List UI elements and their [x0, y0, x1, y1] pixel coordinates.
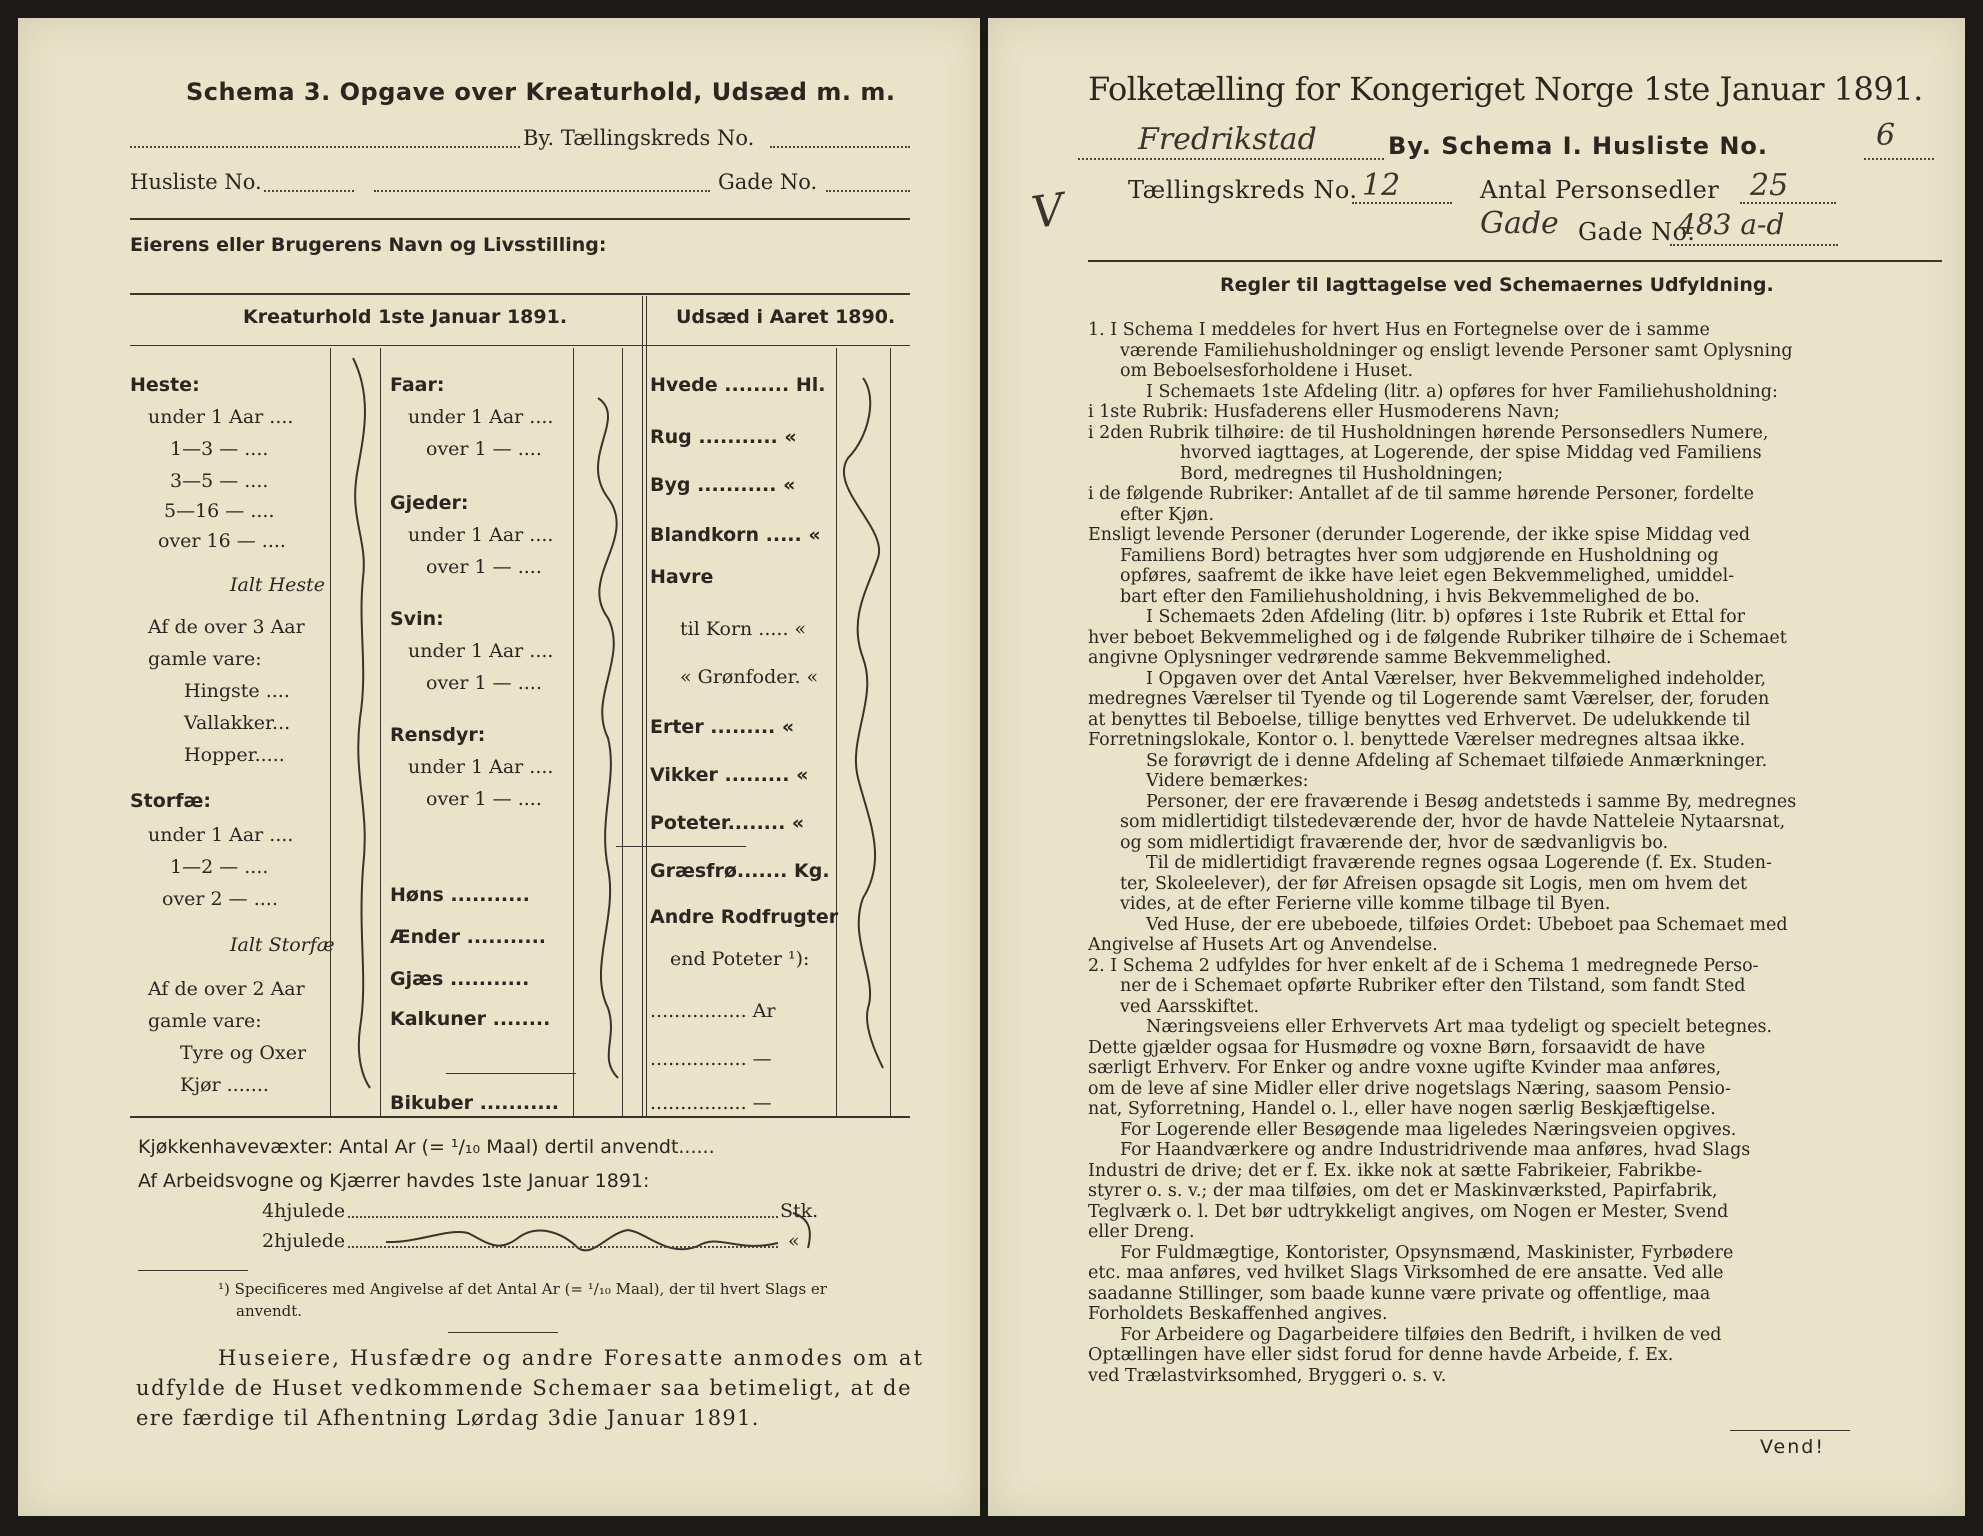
- rule-line: Optællingen have eller sidst forud for denne havde Arbeide, f. Ex.: [1088, 1345, 1674, 1365]
- col3-row: « Grønfoder. «: [680, 666, 819, 688]
- rule-line: og som midlertidigt fraværende der, hvor de sædvanligvis bo.: [1120, 832, 1669, 853]
- rule-line: Bord, medregnes til Husholdningen;: [1180, 463, 1504, 484]
- rules-text: [1088, 320, 1948, 1386]
- rule-line: etc. maa anføres, ved hvilket Slags Virksomhed de ere ansatte. Ved alle: [1088, 1263, 1724, 1283]
- rule-line: i 2den Rubrik tilhøire: de til Husholdningen hørende Personsedlers Numere,: [1088, 422, 1769, 443]
- rule-line: Næringsveiens eller Erhvervets Art maa tydeligt og specielt betegnes.: [1146, 1017, 1773, 1037]
- col2-row: under 1 Aar ....: [408, 406, 554, 428]
- col3-row: Poteter........ «: [650, 812, 805, 834]
- vend-rule: [1730, 1430, 1850, 1431]
- footnote-line-2: anvendt.: [236, 1302, 303, 1320]
- rule-line: ved Trælastvirksomhed, Bryggeri o. s. v.: [1088, 1365, 1447, 1386]
- col3-row: Byg ........... «: [650, 474, 796, 496]
- col2-row: Kalkuner ........: [390, 1008, 551, 1030]
- rule-line: om de leve af sine Midler eller drive nogetslags Næring, saasom Pensio-: [1088, 1078, 1731, 1099]
- rule-line: Familiens Bord) betragtes hver som udgjørende en Husholdning og: [1120, 545, 1719, 566]
- col1-row: Storfæ:: [130, 790, 211, 812]
- rule-line: For Haandværkere og andre Industridrivende maa anføres, hvad Slags: [1120, 1140, 1751, 1160]
- kjokken-line: Kjøkkenhavevæxter: Antal Ar (= ¹/₁₀ Maal) dertil anvendt......: [138, 1136, 715, 1158]
- col1-row: 1—3 — ....: [170, 438, 269, 460]
- gade-handwritten: Gade: [1480, 206, 1559, 241]
- rule-line: Til de midlertidigt fraværende regnes ogsaa Logerende (f. Ex. Studen-: [1146, 853, 1772, 873]
- udsaed-header: Udsæd i Aaret 1890.: [676, 306, 896, 328]
- col1-row: 3—5 — ....: [170, 470, 269, 492]
- col3-row: Rug ........... «: [650, 426, 797, 448]
- col2-row: Svin:: [390, 608, 444, 630]
- rule-line: 1. I Schema I meddeles for hvert Hus en Fortegnelse over de i samme: [1088, 320, 1710, 340]
- vend-label: Vend!: [1760, 1436, 1825, 1458]
- rule-line: Videre bemærkes:: [1146, 771, 1309, 791]
- antal-label: Antal Personsedler: [1480, 176, 1720, 204]
- col1-row: 1—2 — ....: [170, 856, 269, 878]
- col1-row: gamle vare:: [148, 1010, 262, 1032]
- col3-row: ................ Ar: [650, 1000, 776, 1022]
- col1-row: Ialt Storfæ: [230, 934, 335, 956]
- rule-line: efter Kjøn.: [1120, 504, 1215, 525]
- rule-line: opføres, saafremt de ikke have leiet egen Bekvemmelighed, umiddel-: [1120, 566, 1735, 586]
- col1-row: Hingste ....: [184, 680, 290, 702]
- col3-row: Vikker ......... «: [650, 764, 809, 786]
- rule-line: Dette gjælder ogsaa for Husmødre og voxne Børn, forsaavidt de have: [1088, 1037, 1706, 1058]
- rule-line: ner de i Schemaet opførte Rubriker efter den Tilstand, som fandt Sted: [1120, 976, 1746, 996]
- col2-row: Faar:: [390, 374, 445, 396]
- col3-row: ................ —: [650, 1048, 772, 1070]
- rule-line: saadanne Stillinger, som baade kunne være private og offentlige, maa: [1088, 1283, 1711, 1304]
- rule-line: særligt Erhverv. For Enker og andre voxne ugifte Kvinder maa anføres,: [1088, 1058, 1722, 1078]
- col2-row: under 1 Aar ....: [408, 524, 554, 546]
- rule-line: eller Dreng.: [1088, 1222, 1195, 1242]
- col2-row: Gjæs ...........: [390, 968, 530, 990]
- rule-line: Ensligt levende Personer (derunder Logerende, der ikke spise Middag ved: [1088, 525, 1751, 545]
- col1-row: Hopper.....: [184, 744, 285, 766]
- left-page: [18, 18, 980, 1516]
- kreds-label: Tællingskreds No.: [1128, 176, 1358, 204]
- rule-line: i 1ste Rubrik: Husfaderens eller Husmoderens Navn;: [1088, 402, 1560, 422]
- footnote-rule: [138, 1270, 248, 1271]
- col3-row: end Poteter ¹):: [670, 948, 810, 970]
- city-field: [1078, 158, 1384, 160]
- col1-row: under 1 Aar ....: [148, 824, 294, 846]
- rule-line: hver beboet Bekvemmelighed og i de følgende Rubriker tilhøire de i Schemaet: [1088, 627, 1787, 648]
- margin-check-mark: V: [1028, 184, 1068, 239]
- col1-row: over 2 — ....: [162, 888, 278, 910]
- col1-row: Af de over 3 Aar: [148, 616, 305, 638]
- col2-row: Bikuber ...........: [390, 1092, 560, 1114]
- gade-no: 483 a-d: [1678, 208, 1785, 241]
- husliste-label: Husliste No.: [130, 170, 262, 194]
- rule-line: hvorved iagttages, at Logerende, der spise Middag ved Familiens: [1180, 443, 1762, 463]
- rule-line: om Beboelsesforholdene i Huset.: [1120, 361, 1414, 381]
- husliste-field: [1864, 158, 1934, 160]
- census-title: Folketælling for Kongeriget Norge 1ste Januar 1891.: [1088, 70, 1923, 108]
- hjul2-label: 2hjulede: [262, 1230, 346, 1252]
- rule-line: vides, at de efter Ferierne ville komme tilbage til Byen.: [1120, 894, 1611, 914]
- rule-line: værende Familiehusholdninger og ensligt levende Personer samt Oplysning: [1120, 340, 1793, 361]
- rule-line: Teglværk o. l. Det bør udtrykkeligt angives, om Nogen er Mester, Svend: [1088, 1201, 1729, 1222]
- rule-line: medregnes Værelser til Tyende og til Logerende samt Værelser, der, foruden: [1088, 689, 1770, 709]
- col1-row: Kjør .......: [180, 1074, 269, 1096]
- footnote-line-1: ¹) Specificeres med Angivelse af det Antal Ar (= ¹/₁₀ Maal), der til hvert Slags er: [218, 1280, 827, 1298]
- rule-line: i de følgende Rubriker: Antallet af de til samme hørende Personer, fordelte: [1088, 484, 1754, 504]
- rule-line: Angivelse af Husets Art og Anvendelse.: [1088, 935, 1438, 955]
- rule-line: styrer o. s. v.; der maa tilføies, om det er Maskinværksted, Papirfabrik,: [1088, 1181, 1718, 1201]
- notice-line-3: ere færdige til Afhentning Lørdag 3die Januar 1891.: [136, 1406, 760, 1430]
- gade-label: Gade No.: [1578, 218, 1696, 246]
- col3-row: Græsfrø....... Kg.: [650, 860, 830, 882]
- gade-label: Gade No.: [718, 170, 818, 194]
- rule-line: ved Aarsskiftet.: [1120, 996, 1260, 1017]
- col2-row: under 1 Aar ....: [408, 640, 554, 662]
- col2-row: Gjeder:: [390, 492, 469, 514]
- hjul4-label: 4hjulede: [262, 1200, 346, 1222]
- rule-line: 2. I Schema 2 udfyldes for hver enkelt af de i Schema 1 medregnede Perso-: [1088, 955, 1759, 976]
- col1-row: Ialt Heste: [230, 574, 326, 596]
- rule-line: Personer, der ere fraværende i Besøg andetsteds i samme By, medregnes: [1146, 791, 1797, 812]
- arbeid-line: Af Arbeidsvogne og Kjærrer havdes 1ste Januar 1891:: [138, 1170, 650, 1192]
- rule-line: angivne Oplysninger vedrørende samme Bekvemmelighed.: [1088, 648, 1612, 668]
- rules-title: Regler til Iagttagelse ved Schemaernes Udfyldning.: [1220, 274, 1774, 296]
- col2-row: Ænder ...........: [390, 926, 547, 948]
- stk-label: Stk.: [780, 1200, 819, 1222]
- rule-line: bart efter den Familiehusholdning, i hvis Bekvemmelighed de bo.: [1120, 586, 1700, 607]
- by-label: By. Tællingskreds No.: [523, 126, 755, 150]
- rule-line: at benyttes til Beboelse, tillige benyttes ved Erhvervet. De udelukkende til: [1088, 709, 1751, 730]
- rule-line: Ved Huse, der ere ubeboede, tilføies Ordet: Ubeboet paa Schemaet med: [1146, 914, 1788, 935]
- rules-top-rule: [1088, 260, 1942, 262]
- hjul2-field: [348, 1246, 778, 1248]
- col2-row: over 1 — ....: [426, 556, 542, 578]
- rule-line: I Schemaets 1ste Afdeling (litr. a) opføres for hver Familiehusholdning:: [1146, 381, 1778, 402]
- by-schema-label: By. Schema I. Husliste No.: [1388, 132, 1769, 160]
- rule-line: For Logerende eller Besøgende maa ligeledes Næringsveien opgives.: [1120, 1119, 1737, 1140]
- notice-rule: [448, 1332, 558, 1333]
- col2-row: over 1 — ....: [426, 672, 542, 694]
- col1-row: under 1 Aar ....: [148, 406, 294, 428]
- gade-field: [1670, 244, 1838, 246]
- col3-row: ................ —: [650, 1092, 772, 1114]
- notice-line-1: Huseiere, Husfædre og andre Foresatte anmodes om at: [218, 1346, 925, 1370]
- rule-line: I Opgaven over det Antal Værelser, hver Bekvemmelighed indeholder,: [1146, 668, 1767, 689]
- col1-row: gamle vare:: [148, 648, 262, 670]
- notice-line-2: udfylde de Huset vedkommende Schemaer saa betimeligt, at de: [136, 1376, 913, 1400]
- schema3-title: Schema 3. Opgave over Kreaturhold, Udsæd m. m.: [186, 78, 896, 106]
- col3-row: Andre Rodfrugter: [650, 906, 839, 928]
- right-page: [988, 18, 1965, 1516]
- col1-row: 5—16 — ....: [164, 500, 275, 522]
- antal-no: 25: [1750, 168, 1789, 203]
- owner-label: Eierens eller Brugerens Navn og Livsstilling:: [130, 234, 607, 256]
- col2-row: over 1 — ....: [426, 438, 542, 460]
- col2-row: Rensdyr:: [390, 724, 486, 746]
- col2-row: Høns ...........: [390, 884, 530, 906]
- kreds-no: 12: [1362, 168, 1401, 203]
- rule-line: For Fuldmægtige, Kontorister, Opsynsmænd, Maskinister, Fyrbødere: [1120, 1242, 1734, 1263]
- antal-field: [1740, 202, 1836, 204]
- col2-row: under 1 Aar ....: [408, 756, 554, 778]
- city-handwritten: Fredrikstad: [1138, 122, 1317, 157]
- hjul4-field: [348, 1216, 778, 1218]
- kreaturhold-header: Kreaturhold 1ste Januar 1891.: [243, 306, 568, 328]
- col3-row: Havre: [650, 566, 714, 588]
- col1-row: Tyre og Oxer: [180, 1042, 307, 1064]
- col1-row: Vallakker...: [184, 712, 291, 734]
- husliste-no: 6: [1876, 118, 1896, 153]
- kreds-field: [1352, 202, 1452, 204]
- rule-line: ter, Skoleelever), der før Afreisen opsagde sit Logis, men om hvem det: [1120, 873, 1748, 894]
- ditto-mark: «: [788, 1230, 800, 1252]
- col3-row: Hvede ......... Hl.: [650, 374, 826, 396]
- rule-line: For Arbeidere og Dagarbeidere tilføies den Bedrift, i hvilken de ved: [1120, 1324, 1722, 1345]
- rule-line: nat, Syforretning, Handel o. l., eller have nogen særlig Beskjæftigelse.: [1088, 1099, 1716, 1119]
- col1-row: over 16 — ....: [158, 530, 286, 552]
- rule-line: I Schemaets 2den Afdeling (litr. b) opføres i 1ste Rubrik et Ettal for: [1146, 607, 1745, 627]
- col2-row: over 1 — ....: [426, 788, 542, 810]
- col1-row: Af de over 2 Aar: [148, 978, 305, 1000]
- col3-row: til Korn ..... «: [680, 618, 807, 640]
- rule-line: Forretningslokale, Kontor o. l. benyttede Værelser medregnes altsaa ikke.: [1088, 730, 1746, 750]
- col3-row: Erter ......... «: [650, 716, 795, 738]
- rule-line: Forholdets Beskaffenhed angives.: [1088, 1304, 1388, 1324]
- rule-line: Se forøvrigt de i denne Afdeling af Schemaet tilføiede Anmærkninger.: [1146, 750, 1768, 771]
- col3-row: Blandkorn ..... «: [650, 524, 821, 546]
- rule-line: som midlertidigt tilstedeværende der, hvor de havde Natteleie Nytaarsnat,: [1120, 812, 1786, 832]
- rule-line: Industri de drive; det er f. Ex. ikke nok at sætte Fabrikeier, Fabrikbe-: [1088, 1160, 1703, 1181]
- col1-row: Heste:: [130, 374, 200, 396]
